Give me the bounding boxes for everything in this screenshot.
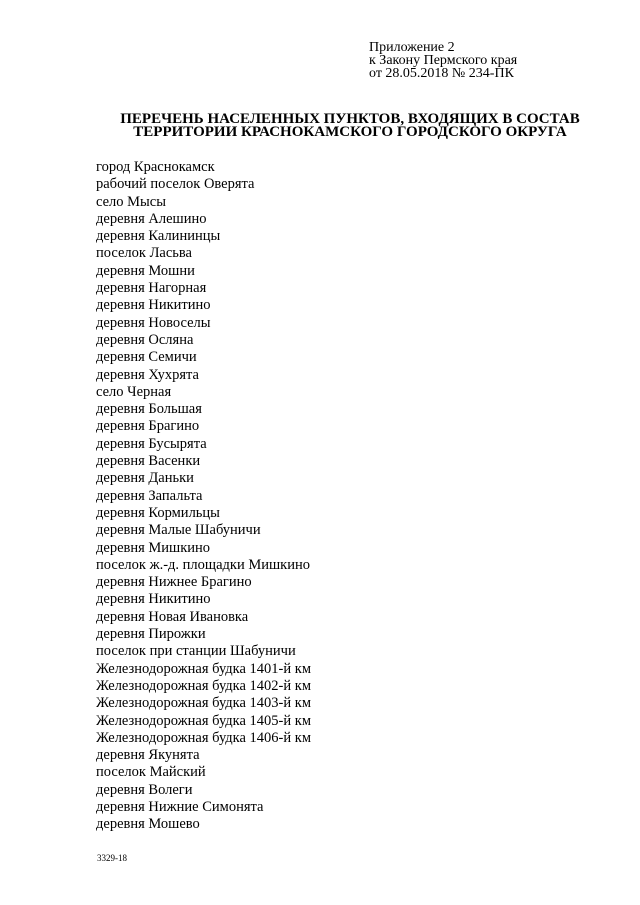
list-item: поселок Майский [96,764,206,781]
list-item: деревня Семичи [96,349,197,366]
appendix-number: Приложение 2 [369,40,455,55]
list-item: деревня Запальта [96,487,203,504]
list-item: деревня Брагино [96,418,200,435]
list-item: Железнодорожная будка 1406-й км [96,729,311,746]
appendix-law-reference: к Закону Пермского края [369,53,518,68]
list-item: деревня Нагорная [96,280,207,297]
list-item: деревня Алешино [96,210,207,227]
list-item: деревня Васенки [96,453,201,470]
settlement-list [96,159,311,834]
list-item: деревня Большая [96,401,202,418]
list-item: поселок при станции Шабуничи [96,643,296,660]
list-item: Железнодорожная будка 1402-й км [96,677,311,694]
list-item: деревня Кормильцы [96,504,220,521]
appendix-law-date: от 28.05.2018 № 234-ПК [369,66,514,81]
list-item: деревня Калининцы [96,228,221,245]
list-item: село Черная [96,383,172,400]
list-item: Железнодорожная будка 1403-й км [96,695,311,712]
list-item: деревня Новоселы [96,314,211,331]
list-item: деревня Новая Ивановка [96,608,249,625]
list-item: деревня Якунята [96,747,200,764]
list-item: деревня Бусырята [96,435,207,452]
list-item: деревня Волеги [96,781,193,798]
document-title-line-1: ПЕРЕЧЕНЬ НАСЕЛЕННЫХ ПУНКТОВ, ВХОДЯЩИХ В СОСТАВ [120,111,580,127]
list-item: деревня Никитино [96,297,211,314]
list-item: деревня Даньки [96,470,194,487]
document-title [0,113,640,139]
list-item: рабочий поселок Оверята [96,176,255,193]
list-item: деревня Хухрята [96,366,199,383]
list-item: деревня Пирожки [96,626,206,643]
list-item: деревня Малые Шабуничи [96,522,261,539]
document-code: 3329-18 [97,853,127,863]
list-item: деревня Мишкино [96,539,211,556]
list-item: город Краснокамск [96,159,215,175]
list-item: деревня Осляна [96,331,194,348]
list-item: Железнодорожная будка 1401-й км [96,660,311,677]
appendix-header [369,41,517,80]
document-title-line-2: ТЕРРИТОРИИ КРАСНОКАМСКОГО ГОРОДСКОГО ОКРУГА [133,124,567,140]
list-item: Железнодорожная будка 1405-й км [96,712,311,729]
list-item: поселок Ласьва [96,245,192,262]
list-item: деревня Мошево [96,816,200,833]
list-item: деревня Нижние Симонята [96,798,264,815]
list-item: деревня Никитино [96,591,211,608]
list-item: поселок ж.-д. площадки Мишкино [96,556,310,573]
list-item: деревня Мошни [96,262,195,279]
list-item: село Мысы [96,193,166,210]
list-item: деревня Нижнее Брагино [96,574,252,591]
